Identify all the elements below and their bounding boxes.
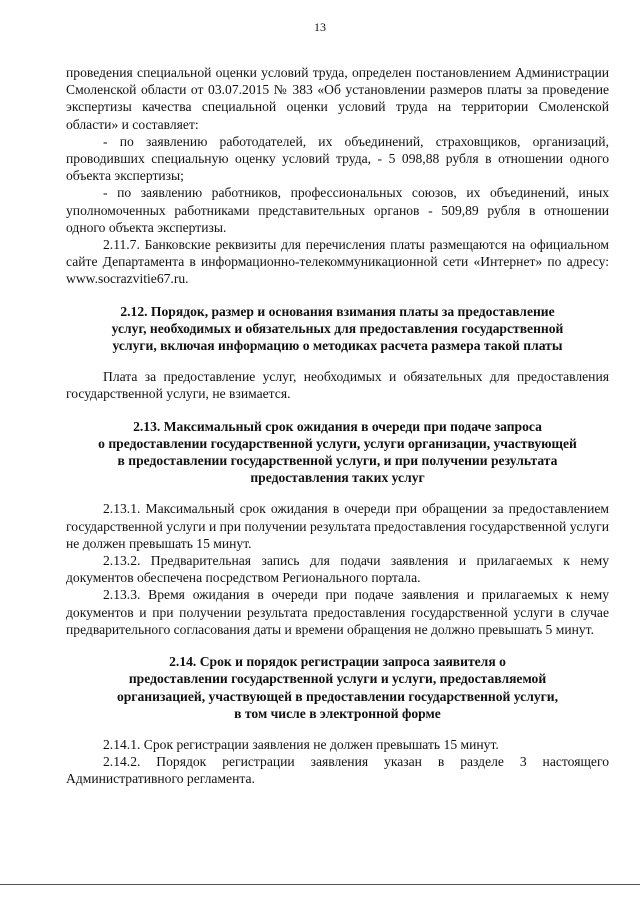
- document-body: [66, 64, 609, 788]
- heading-2-12: [66, 303, 609, 355]
- heading-line: предоставлении государственной услуги и услуги, предоставляемой: [128, 671, 547, 687]
- paragraph-2-13-2: 2.13.2. Предварительная запись для подачи заявления и прилагаемых к нему документов обеспечена посредством Регионального портала.: [66, 553, 609, 586]
- heading-line: 2.14. Срок и порядок регистрации запроса заявителя о: [169, 654, 506, 670]
- fee-item-employers: - по заявлению работодателей, их объединений, страховщиков, организаций, проводивших специальную оценку условий труда, - 5 098,88 рубля в отношении одного объекта экспертизы;: [66, 133, 609, 184]
- heading-line: 2.12. Порядок, размер и основания взимания платы за предоставление: [120, 303, 555, 319]
- heading-line: организацией, участвующей в предоставлении государственной услуги,: [116, 688, 559, 704]
- paragraph-2-13-3: 2.13.3. Время ожидания в очереди при подаче заявления и прилагаемых к нему документов и при получении результата предоставления государственной услуги в случае предварительного согласования даты и времени обращения не должно превышать 5 минут.: [66, 587, 609, 637]
- paragraph-2-11-6-tail: проведения специальной оценки условий труда, определен постановлением Администрации Смоленской области от 03.07.2015 № 383 «Об установлении размеров платы за проведение экспертизы качества специальной оценки условий труда на территории Смоленской области» и составляет:: [66, 65, 609, 132]
- heading-line: в предоставлении государственной услуги, и при получении результата: [117, 453, 558, 469]
- paragraph-2-14-2: 2.14.2. Порядок регистрации заявления указан в разделе 3 настоящего Административного регламента.: [66, 754, 609, 787]
- page-number: 13: [314, 20, 326, 34]
- heading-2-13: [66, 418, 609, 487]
- paragraph-2-12-text: Плата за предоставление услуг, необходимых и обязательных для предоставления государственной услуги, не взимается.: [66, 369, 609, 402]
- heading-line: услуг, необходимых и обязательных для предоставления государственной: [111, 320, 564, 336]
- heading-line: 2.13. Максимальный срок ожидания в очереди при подаче запроса: [133, 418, 542, 434]
- page-bottom-edge: [0, 884, 640, 885]
- heading-line: в том числе в электронной форме: [234, 705, 441, 721]
- paragraph-2-13-1: 2.13.1. Максимальный срок ожидания в очереди при обращении за предоставлением государственной услуги и при получении результата предоставления государственной услуги не должен превышать 15 минут.: [66, 501, 609, 551]
- heading-line: предоставления таких услуг: [250, 470, 425, 486]
- fee-item-employees: - по заявлению работников, профессиональных союзов, их объединений, иных уполномоченных работниками представительных органов - 509,89 рубля в отношении одного объекта экспертизы.: [66, 185, 609, 235]
- paragraph-2-14-1: 2.14.1. Срок регистрации заявления не должен превышать 15 минут.: [103, 736, 499, 752]
- heading-line: о предоставлении государственной услуги, услуги организации, участвующей: [98, 435, 577, 451]
- paragraph-2-11-7: 2.11.7. Банковские реквизиты для перечисления платы размещаются на официальном сайте Департамента в информационно-телекоммуникационной сети «Интернет» по адресу: www.socrazvitie67.ru.: [66, 237, 609, 287]
- heading-2-14: [66, 653, 609, 722]
- heading-line: услуги, включая информацию о методиках расчета размера такой платы: [112, 338, 563, 354]
